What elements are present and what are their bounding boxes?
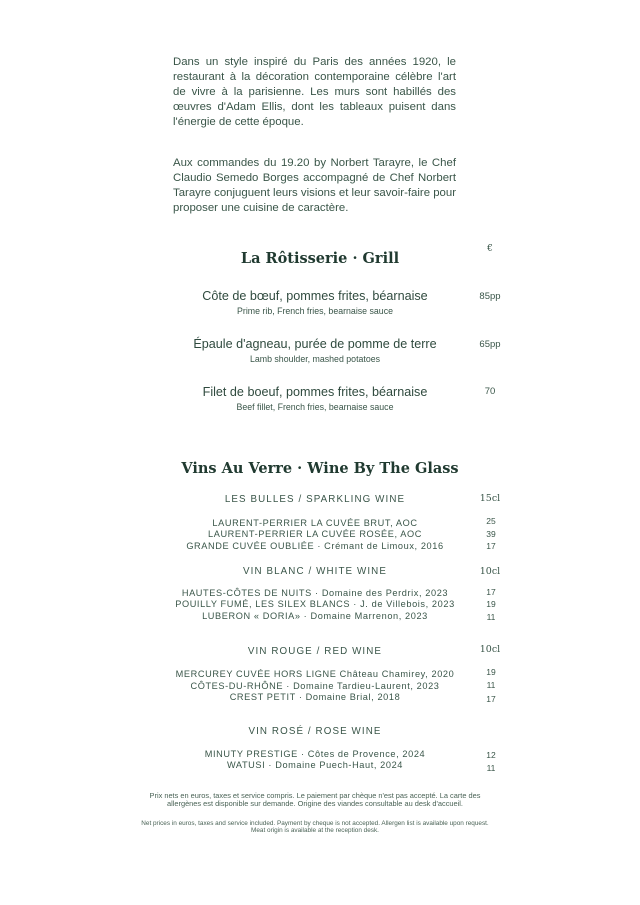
wine-name: CREST PETIT · Domaine Brial, 2018: [229, 692, 401, 702]
wine-name: MINUTY PRESTIGE · Côtes de Provence, 2024: [204, 749, 426, 759]
dish-subtitle: Beef fillet, French fries, bearnaise sauce: [236, 402, 394, 412]
wine-name: LAURENT-PERRIER LA CUVÉE ROSÉE, AOC: [208, 529, 422, 539]
wine-price: 12: [486, 750, 496, 760]
wine-name: LUBERON « DORIA» · Domaine Marrenon, 2023: [202, 611, 428, 621]
wine-unit: 10cl: [479, 566, 501, 577]
wine-category-rose: VIN ROSÉ / ROSE WINE: [248, 726, 382, 737]
dish-price: 65pp: [479, 339, 501, 350]
wine-category-white: VIN BLANC / WHITE WINE: [243, 566, 387, 577]
wine-unit: 15cl: [479, 493, 501, 504]
wine-price: 39: [486, 529, 496, 539]
wine-price: 25: [486, 516, 496, 526]
footer-note-french: Prix nets en euros, taxes et service compris. Le paiement par chèque n'est pas accepté. La carte des allergènes est disponible sur demande. Origine des viandes consultable au desk d'accueil.: [149, 791, 481, 808]
dish-name: Épaule d'agneau, purée de pomme de terre: [193, 337, 437, 351]
wine-section-title: Vins Au Verre · Wine By The Glass: [181, 460, 459, 477]
wine-category-sparkling: LES BULLES / SPARKLING WINE: [224, 494, 406, 505]
wine-price: 19: [486, 599, 496, 609]
currency-symbol: €: [487, 244, 493, 254]
footer-note-english: Net prices in euros, taxes and service included. Payment by cheque is not accepted. Allergen list is available upon request. Meat origin is available at the reception desk.: [141, 820, 489, 834]
wine-name: CÔTES-DU-RHÔNE · Domaine Tardieu-Laurent, 2023: [190, 681, 440, 691]
dish-subtitle: Lamb shoulder, mashed potatoes: [249, 354, 381, 364]
grill-section-title: La Rôtisserie · Grill: [240, 250, 400, 267]
dish-price: 70: [484, 386, 496, 397]
dish-subtitle: Prime rib, French fries, bearnaise sauce: [237, 306, 393, 316]
dish-price: 85pp: [479, 291, 501, 302]
wine-name: WATUSI · Domaine Puech-Haut, 2024: [226, 760, 404, 770]
wine-price: 11: [486, 612, 496, 622]
wine-name: GRANDE CUVÉE OUBLIÉE · Crémant de Limoux, 2016: [186, 541, 444, 551]
wine-price: 11: [486, 763, 496, 773]
dish-name: Filet de boeuf, pommes frites, béarnaise: [202, 385, 428, 399]
wine-price: 17: [486, 541, 496, 551]
dish-name: Côte de bœuf, pommes frites, béarnaise: [202, 289, 428, 303]
intro-paragraph-1: Dans un style inspiré du Paris des années 1920, le restaurant à la décoration contemporaine célèbre l'art de vivre à la parisienne. Les murs sont habillés des œuvres d'Adam Ellis, dont les tableaux puisent dans l'énergie de cette époque.: [173, 56, 456, 128]
wine-name: POUILLY FUMÉ, LES SILEX BLANCS · J. de Villebois, 2023: [175, 599, 455, 609]
wine-category-red: VIN ROUGE / RED WINE: [247, 646, 383, 657]
intro-paragraph-2: Aux commandes du 19.20 by Norbert Tarayre, le Chef Claudio Semedo Borges accompagné de Chef Norbert Tarayre conjuguent leurs visions et leur savoir-faire pour proposer une cuisine de caractère.: [173, 157, 457, 214]
wine-name: LAURENT-PERRIER LA CUVÉE BRUT, AOC: [212, 518, 418, 528]
wine-price: 11: [486, 680, 496, 690]
wine-name: HAUTES-CÔTES DE NUITS · Domaine des Perdrix, 2023: [181, 588, 449, 598]
wine-unit: 10cl: [479, 644, 501, 655]
wine-price: 17: [486, 694, 496, 704]
wine-price: 19: [486, 667, 496, 677]
wine-price: 17: [486, 587, 496, 597]
wine-name: MERCUREY CUVÉE HORS LIGNE Château Chamirey, 2020: [175, 669, 455, 679]
